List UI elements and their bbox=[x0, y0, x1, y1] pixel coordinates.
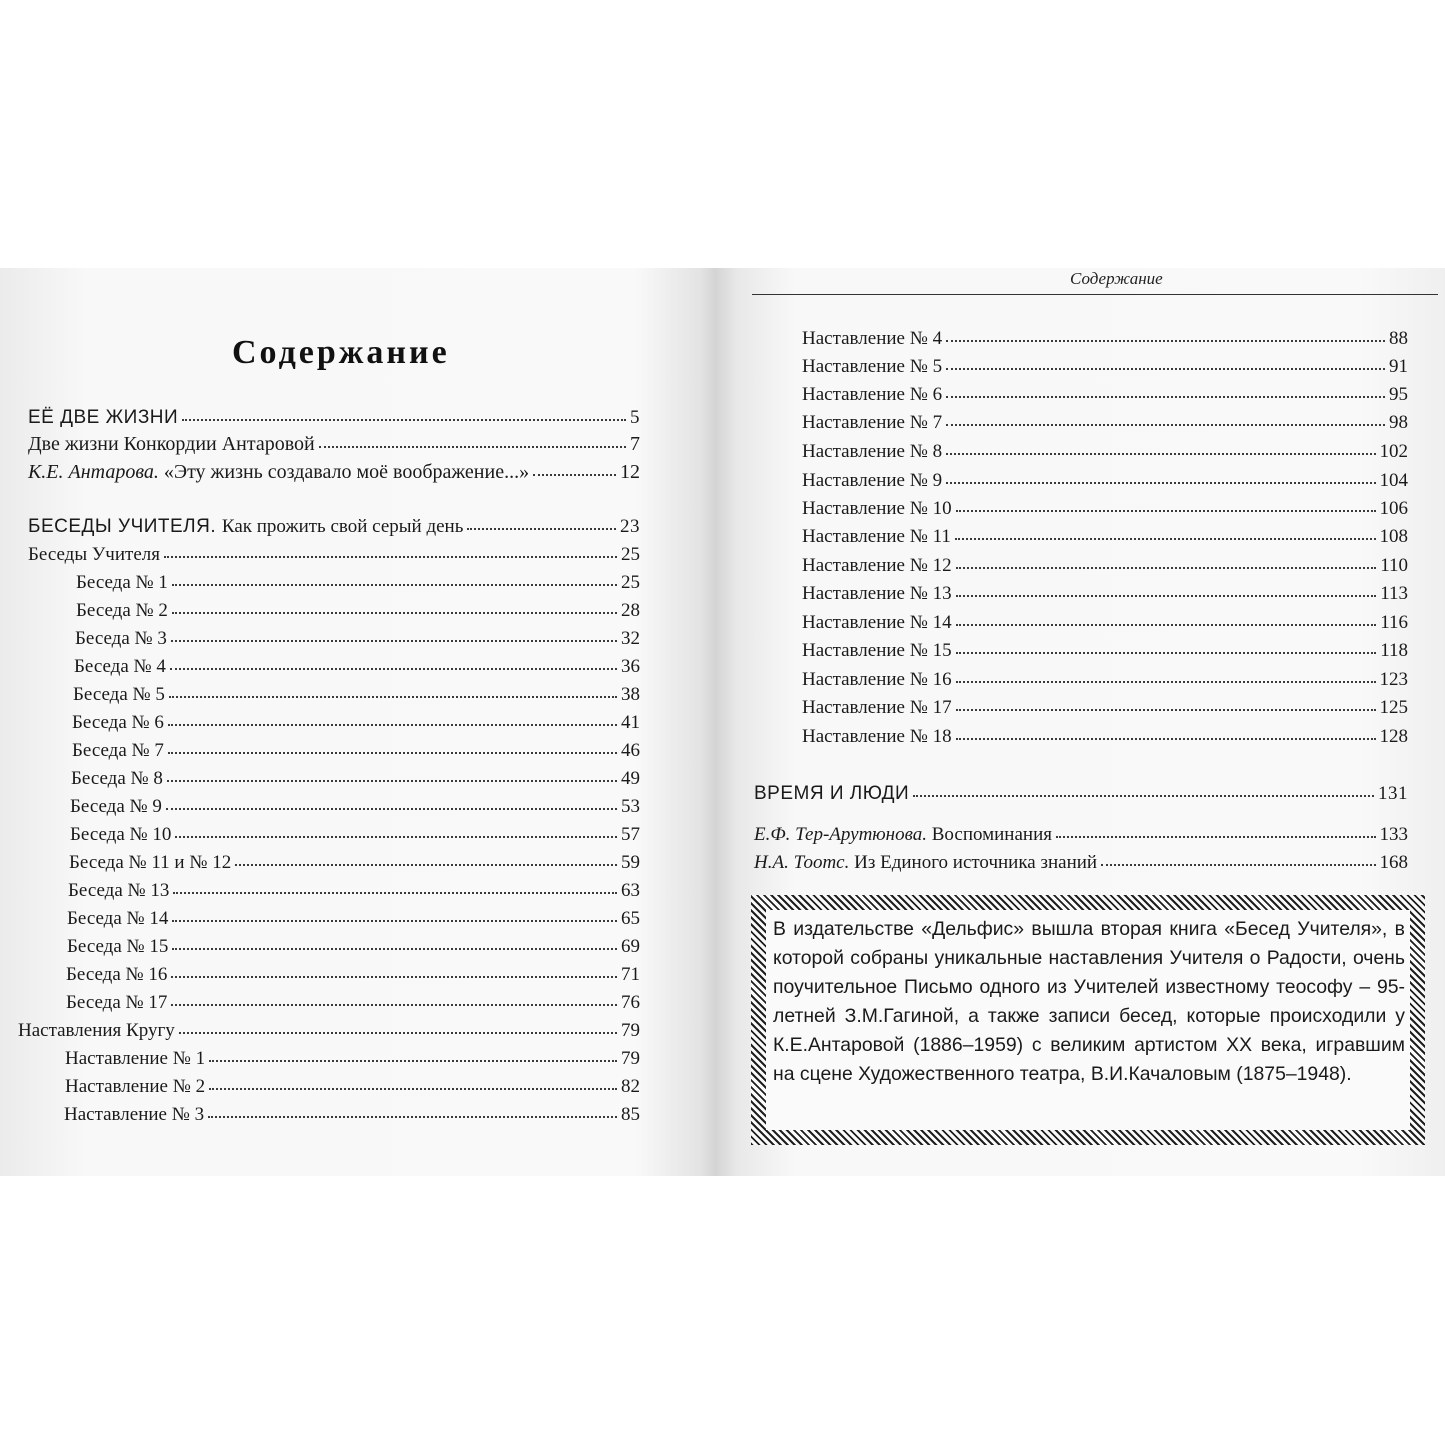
toc-entry-title: Наставление № 3 bbox=[64, 1104, 205, 1125]
dot-leader bbox=[172, 608, 617, 614]
toc-entry-label bbox=[802, 553, 952, 579]
toc-entry-label bbox=[68, 878, 169, 904]
dot-leader bbox=[175, 832, 617, 838]
toc-entry bbox=[68, 878, 640, 904]
toc-entry bbox=[65, 1046, 640, 1072]
toc-entry bbox=[802, 439, 1408, 465]
toc-entry-title: Беседа № 7 bbox=[72, 740, 164, 761]
toc-entry-title: Беседа № 16 bbox=[66, 964, 168, 985]
toc-entry-title: Наставление № 10 bbox=[802, 498, 952, 519]
dot-leader bbox=[956, 734, 1376, 740]
toc-entry-label bbox=[802, 724, 952, 750]
dot-leader bbox=[946, 364, 1385, 370]
toc-entry-label bbox=[28, 542, 160, 568]
toc-entry-title: Беседы Учителя bbox=[28, 544, 160, 565]
toc-entry bbox=[802, 695, 1408, 721]
toc-entry-label bbox=[802, 695, 952, 721]
toc-entry-author: Н.А. Тоотс. bbox=[754, 852, 850, 873]
toc-entry-title: Беседа № 2 bbox=[76, 600, 168, 621]
dot-leader bbox=[956, 506, 1376, 512]
toc-entry-label bbox=[754, 822, 1052, 848]
toc-entry-page-number: 133 bbox=[1379, 824, 1408, 845]
toc-entry-label bbox=[69, 850, 231, 876]
toc-entry-label bbox=[74, 654, 166, 680]
toc-entry-label bbox=[802, 410, 942, 436]
dot-leader bbox=[166, 804, 617, 810]
toc-entry-label bbox=[802, 610, 952, 636]
toc-entry-page-number: 113 bbox=[1380, 583, 1408, 604]
toc-entry bbox=[76, 570, 640, 596]
toc-entry-page-number: 38 bbox=[621, 684, 640, 705]
toc-entry bbox=[70, 794, 640, 820]
toc-entry bbox=[65, 1074, 640, 1100]
toc-entry-label bbox=[72, 738, 164, 764]
toc-entry-page-number: 91 bbox=[1389, 356, 1408, 377]
dot-leader bbox=[956, 620, 1377, 626]
toc-entry-label bbox=[754, 850, 1097, 876]
toc-entry-label bbox=[64, 1102, 204, 1128]
toc-entry bbox=[802, 468, 1408, 494]
toc-entry-label bbox=[66, 962, 167, 988]
toc-entry-label bbox=[28, 431, 315, 457]
toc-entry-title: Наставление № 16 bbox=[802, 669, 952, 690]
toc-entry-page-number: 88 bbox=[1389, 328, 1408, 349]
toc-entry-title: Наставление № 15 bbox=[802, 640, 952, 661]
toc-entry-page-number: 102 bbox=[1379, 441, 1408, 462]
toc-entry-title: Наставление № 11 bbox=[802, 526, 951, 547]
toc-entry-label bbox=[71, 766, 163, 792]
dot-leader bbox=[171, 636, 617, 642]
toc-entry-label bbox=[76, 598, 168, 624]
toc-entry-title: Наставления Кругу bbox=[18, 1020, 175, 1041]
dot-leader bbox=[533, 470, 616, 476]
toc-entry-page-number: 85 bbox=[621, 1104, 640, 1125]
toc-entry-page-number: 125 bbox=[1379, 697, 1408, 718]
toc-entry-title: Беседа № 14 bbox=[67, 908, 169, 929]
dot-leader bbox=[956, 677, 1376, 683]
toc-entry-author: К.Е. Антарова. bbox=[28, 461, 159, 483]
toc-entry-title: Наставление № 12 bbox=[802, 555, 952, 576]
toc-entry-page-number: 82 bbox=[621, 1076, 640, 1097]
toc-entry-page-number: 79 bbox=[621, 1048, 640, 1069]
toc-entry bbox=[67, 934, 640, 960]
dot-leader bbox=[956, 648, 1377, 654]
toc-entry-title: Беседа № 4 bbox=[74, 656, 166, 677]
toc-entry bbox=[73, 682, 640, 708]
toc-entry-label bbox=[802, 524, 951, 550]
toc-entry-title: Беседа № 13 bbox=[68, 880, 170, 901]
dot-leader bbox=[946, 420, 1385, 426]
publisher-notice bbox=[751, 895, 1425, 1145]
toc-entry-title: Беседа № 17 bbox=[66, 992, 168, 1013]
toc-entry-label bbox=[65, 1046, 205, 1072]
toc-entry bbox=[64, 1102, 640, 1128]
toc-entry-page-number: 108 bbox=[1379, 526, 1408, 547]
toc-entry-label bbox=[66, 990, 167, 1016]
toc-entry bbox=[75, 626, 640, 652]
toc-entry-page-number: 65 bbox=[621, 908, 640, 929]
toc-entry bbox=[802, 524, 1408, 550]
toc-entry-label bbox=[28, 459, 529, 485]
dot-leader bbox=[171, 972, 617, 978]
dot-leader bbox=[179, 1028, 617, 1034]
toc-entry-label bbox=[802, 439, 942, 465]
toc-entry-label bbox=[802, 468, 942, 494]
toc-entry-label bbox=[18, 1018, 175, 1044]
toc-entry bbox=[802, 610, 1408, 636]
dot-leader bbox=[956, 591, 1377, 597]
toc-entry-page-number: 123 bbox=[1379, 669, 1408, 690]
toc-entry-page-number: 7 bbox=[630, 433, 640, 455]
dot-leader bbox=[956, 705, 1376, 711]
toc-entry-label bbox=[76, 570, 168, 596]
dot-leader bbox=[209, 1084, 617, 1090]
toc-entry-label bbox=[754, 781, 909, 807]
toc-entry bbox=[66, 990, 640, 1016]
toc-entry-page-number: 104 bbox=[1379, 470, 1408, 491]
toc-entry-title: Наставление № 13 bbox=[802, 583, 952, 604]
toc-entry-title: ВРЕМЯ И ЛЮДИ bbox=[754, 783, 910, 804]
dot-leader bbox=[168, 720, 617, 726]
toc-entry bbox=[802, 382, 1408, 408]
running-header-title: Содержание bbox=[1070, 269, 1163, 288]
toc-entry-page-number: 28 bbox=[621, 600, 640, 621]
dot-leader bbox=[172, 916, 617, 922]
toc-entry-page-number: 131 bbox=[1378, 783, 1408, 804]
toc-entry-title: Беседа № 9 bbox=[70, 796, 162, 817]
toc-entry-page-number: 25 bbox=[621, 544, 640, 565]
toc-entry-title: Беседа № 8 bbox=[71, 768, 163, 789]
toc-entry-label bbox=[28, 514, 463, 540]
toc-entry-title: Из Единого источника знаний bbox=[854, 852, 1098, 873]
toc-entry-page-number: 106 bbox=[1379, 498, 1408, 519]
toc-entry-page-number: 69 bbox=[621, 936, 640, 957]
toc-entry bbox=[66, 962, 640, 988]
toc-entry-label bbox=[802, 581, 952, 607]
toc-entry-title: Беседа № 1 bbox=[76, 572, 168, 593]
toc-entry bbox=[802, 410, 1408, 436]
toc-entry-page-number: 32 bbox=[621, 628, 640, 649]
toc-entry-page-number: 168 bbox=[1379, 852, 1408, 873]
dot-leader bbox=[235, 860, 617, 866]
toc-entry-title: Наставление № 18 bbox=[802, 726, 952, 747]
toc-entry bbox=[802, 553, 1408, 579]
toc-entry-page-number: 57 bbox=[621, 824, 640, 845]
toc-entry-page-number: 98 bbox=[1389, 412, 1408, 433]
toc-entry-author: Е.Ф. Тер-Арутюнова. bbox=[754, 824, 927, 845]
toc-entry-label bbox=[802, 326, 942, 352]
toc-entry bbox=[754, 850, 1408, 876]
toc-entry bbox=[802, 667, 1408, 693]
dot-leader bbox=[170, 664, 617, 670]
dot-leader bbox=[319, 442, 626, 448]
toc-entry-page-number: 116 bbox=[1380, 612, 1408, 633]
toc-entry bbox=[72, 710, 640, 736]
toc-entry bbox=[71, 766, 640, 792]
toc-entry-title: Беседа № 11 и № 12 bbox=[69, 852, 232, 873]
toc-entry-label bbox=[802, 354, 942, 380]
toc-entry-title: Беседа № 15 bbox=[67, 936, 169, 957]
toc-entry-title: Беседа № 5 bbox=[73, 684, 165, 705]
toc-entry-page-number: 12 bbox=[620, 461, 640, 483]
toc-entry-title: Воспоминания bbox=[931, 824, 1052, 845]
toc-entry bbox=[74, 654, 640, 680]
dot-leader bbox=[1056, 832, 1376, 838]
dot-leader bbox=[946, 478, 1375, 484]
toc-entry-label bbox=[70, 822, 171, 848]
toc-entry bbox=[802, 354, 1408, 380]
dot-leader bbox=[209, 1056, 617, 1062]
dot-leader bbox=[1101, 860, 1375, 866]
toc-entry-label bbox=[67, 934, 168, 960]
dot-leader bbox=[955, 534, 1376, 540]
toc-entry-page-number: 25 bbox=[621, 572, 640, 593]
toc-entry bbox=[72, 738, 640, 764]
toc-entry bbox=[802, 638, 1408, 664]
dot-leader bbox=[167, 776, 617, 782]
dot-leader bbox=[168, 748, 617, 754]
toc-entry-page-number: 46 bbox=[621, 740, 640, 761]
toc-entry-label bbox=[65, 1074, 205, 1100]
toc-entry-title: «Эту жизнь создавало моё воображение...» bbox=[163, 461, 530, 483]
toc-entry bbox=[802, 326, 1408, 352]
toc-entry bbox=[76, 598, 640, 624]
toc-entry bbox=[802, 581, 1408, 607]
toc-entry-label bbox=[802, 667, 952, 693]
toc-entry bbox=[28, 542, 640, 568]
toc-entry-label bbox=[802, 496, 952, 522]
toc-entry bbox=[28, 459, 640, 485]
right-page bbox=[712, 268, 1445, 1176]
toc-entry-title: ЕЁ ДВЕ ЖИЗНИ bbox=[28, 407, 179, 428]
toc-entry-title: Наставление № 1 bbox=[65, 1048, 206, 1069]
toc-entry bbox=[28, 431, 640, 457]
toc-entry-title: Наставление № 9 bbox=[802, 470, 943, 491]
toc-entry-title: БЕСЕДЫ УЧИТЕЛЯ. bbox=[28, 516, 217, 537]
toc-entry-page-number: 95 bbox=[1389, 384, 1408, 405]
toc-entry-page-number: 63 bbox=[621, 880, 640, 901]
toc-entry-title: Наставление № 2 bbox=[65, 1076, 206, 1097]
toc-entry bbox=[754, 781, 1408, 807]
toc-entry bbox=[28, 405, 640, 431]
toc-entry-title: Беседа № 10 bbox=[70, 824, 172, 845]
toc-entry-title: Наставление № 4 bbox=[802, 328, 943, 349]
toc-entry-page-number: 36 bbox=[621, 656, 640, 677]
toc-entry-label bbox=[802, 382, 942, 408]
running-header bbox=[752, 268, 1438, 295]
toc-entry bbox=[802, 496, 1408, 522]
toc-entry-label bbox=[75, 626, 167, 652]
toc-entry-page-number: 53 bbox=[621, 796, 640, 817]
toc-entry-page-number: 71 bbox=[621, 964, 640, 985]
toc-title: Содержание bbox=[232, 334, 450, 371]
toc-entry-page-number: 59 bbox=[621, 852, 640, 873]
dot-leader bbox=[956, 563, 1377, 569]
toc-entry-page-number: 79 bbox=[621, 1020, 640, 1041]
dot-leader bbox=[913, 791, 1374, 797]
toc-entry-page-number: 49 bbox=[621, 768, 640, 789]
toc-entry-title: Беседа № 3 bbox=[75, 628, 167, 649]
toc-entry bbox=[70, 822, 640, 848]
dot-leader bbox=[164, 552, 617, 558]
dot-leader bbox=[208, 1112, 617, 1118]
toc-entry bbox=[18, 1018, 640, 1044]
toc-entry-title: Наставление № 5 bbox=[802, 356, 943, 377]
left-page bbox=[0, 268, 712, 1176]
toc-entry-title: Наставление № 7 bbox=[802, 412, 943, 433]
toc-entry bbox=[69, 850, 640, 876]
toc-entry-subtitle: Как прожить свой серый день bbox=[221, 516, 464, 537]
publisher-notice-text: В издательстве «Дельфис» вышла вторая книга «Бесед Учителя», в которой собраны уникальные наставления Учителя о Радости, очень поучительное Письмо одного из Учителей известному теософу – 95-летней З.М.Гагиной, а также записи бесед, которые происходили у К.Е.Антаровой (1886–1959) с великим артистом XX века, игравшим на сцене Художественного театра, В.И.Качаловым (1875–1948). bbox=[773, 918, 1405, 1085]
toc-entry-page-number: 23 bbox=[620, 516, 640, 537]
toc-entry-title: Беседа № 6 bbox=[72, 712, 164, 733]
toc-entry-page-number: 128 bbox=[1379, 726, 1408, 747]
toc-entry bbox=[754, 822, 1408, 848]
toc-entry-label bbox=[67, 906, 168, 932]
dot-leader bbox=[172, 580, 617, 586]
toc-entry-page-number: 118 bbox=[1380, 640, 1408, 661]
dot-leader bbox=[171, 1000, 617, 1006]
dot-leader bbox=[946, 336, 1385, 342]
dot-leader bbox=[182, 415, 626, 421]
toc-entry-page-number: 110 bbox=[1380, 555, 1408, 576]
toc-entry-title: Наставление № 14 bbox=[802, 612, 952, 633]
toc-entry-page-number: 5 bbox=[630, 407, 640, 428]
toc-entry-label bbox=[802, 638, 952, 664]
toc-entry-title: Наставление № 6 bbox=[802, 384, 943, 405]
dot-leader bbox=[946, 392, 1385, 398]
toc-entry bbox=[28, 514, 640, 540]
dot-leader bbox=[173, 888, 617, 894]
toc-entry-title: Наставление № 8 bbox=[802, 441, 943, 462]
dot-leader bbox=[946, 449, 1375, 455]
toc-entry-label bbox=[73, 682, 165, 708]
toc-entry-title: Наставление № 17 bbox=[802, 697, 952, 718]
book-spread bbox=[0, 268, 1445, 1176]
toc-entry-page-number: 76 bbox=[621, 992, 640, 1013]
dot-leader bbox=[467, 524, 616, 530]
toc-entry-label bbox=[28, 405, 178, 431]
toc-entry-page-number: 41 bbox=[621, 712, 640, 733]
toc-entry-title: Две жизни Конкордии Антаровой bbox=[28, 433, 315, 455]
toc-entry bbox=[67, 906, 640, 932]
toc-entry-label bbox=[70, 794, 162, 820]
dot-leader bbox=[172, 944, 617, 950]
dot-leader bbox=[169, 692, 617, 698]
toc-entry-label bbox=[72, 710, 164, 736]
toc-entry bbox=[802, 724, 1408, 750]
